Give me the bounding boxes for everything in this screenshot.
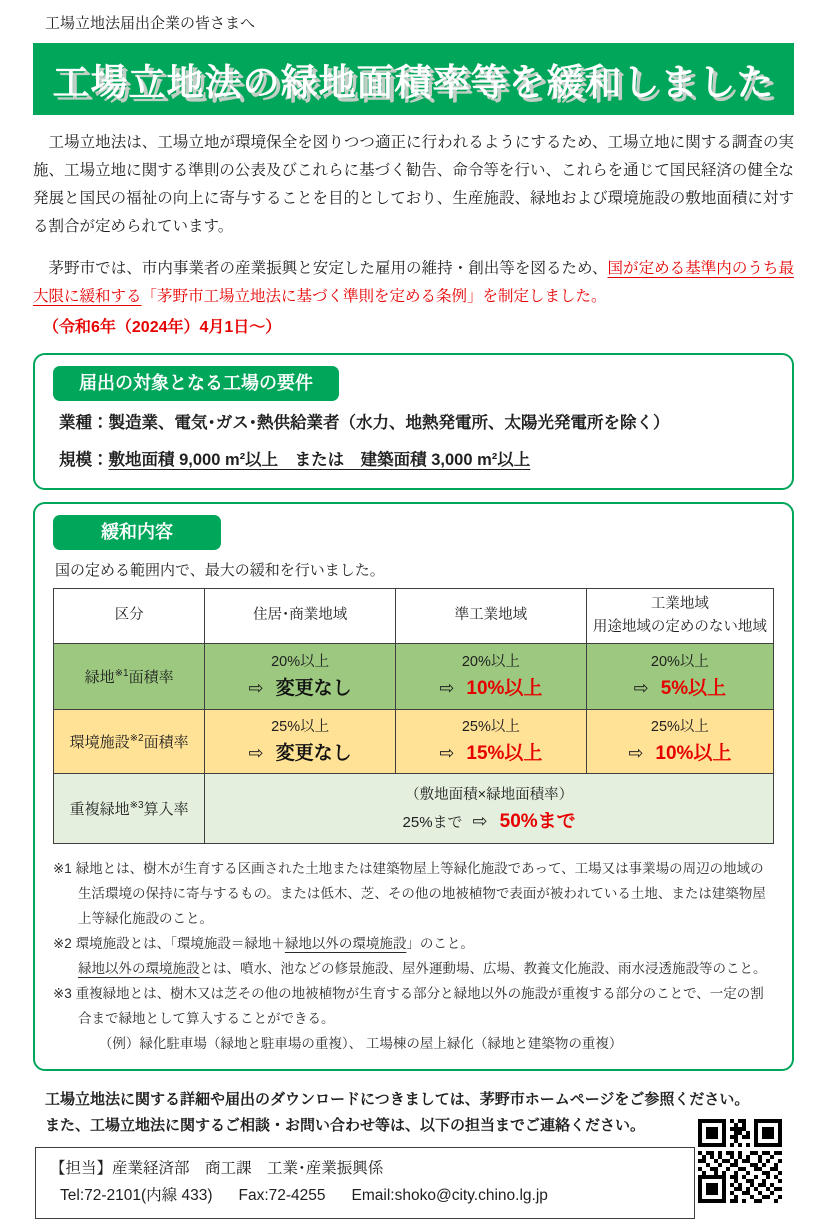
row-label-text: 緑地 [84, 669, 115, 686]
contact-details [50, 1182, 680, 1209]
industry-line [53, 408, 774, 438]
value-before: 25%以上 [461, 719, 520, 736]
value-before: 20%以上 [271, 654, 330, 671]
scale-line [53, 445, 774, 475]
footnote-mark: ※1 [53, 861, 76, 876]
value-change [205, 743, 395, 766]
right-arrow-icon: ⇨ [633, 677, 649, 698]
col-header-industrial [586, 589, 773, 644]
right-arrow-icon: ⇨ [248, 742, 264, 763]
table-row-environment-facility [54, 710, 774, 774]
law-intro-paragraph: 工場立地法は、工場立地が環境保全を図りつつ適正に行われるようにするため、工場立地に関する調査の実施、工場立地に関する準則の公表及びこれらに基づく勧告、命令等を行い、これらを通じて国民経済の健全な発展と国民の福祉の向上に寄与することを目的としており、生産施設、緑地および環境施設の敷地面積に対する割合が定められています。 [33, 134, 794, 235]
requirements-box [33, 353, 794, 490]
table-row-overlap-green [54, 774, 774, 844]
col-header-semi-industrial: 準工業地域 [395, 589, 586, 644]
overlap-formula: （敷地面積×緑地面積率） [405, 787, 574, 804]
value-change [587, 678, 773, 701]
value-after: 10%以上 [655, 742, 732, 764]
value-change [205, 811, 773, 834]
footnote-1 [53, 856, 774, 931]
footnote-text: 環境施設とは、「環境施設＝緑地＋ [75, 936, 285, 951]
table-row-green-area [54, 644, 774, 710]
value-after: 5%以上 [660, 677, 727, 699]
row-label-text: 環境施設 [69, 734, 130, 751]
contact-department: 【担当】産業経済部 商工課 工業･産業振興係 [50, 1160, 384, 1177]
industry-value: 製造業、電気･ガス･熱供給業者（水力、地熱発電所、太陽光発電所を除く） [108, 414, 670, 432]
contact-box [35, 1147, 695, 1219]
relaxation-table [53, 588, 774, 844]
city-paragraph-ordinance: 「茅野市工場立地法に基づく準則を定める条例」を制定しました。 [141, 288, 607, 305]
relaxation-box-title: 緩和内容 [53, 515, 221, 550]
footnote-mark: ※2 [53, 936, 76, 951]
value-after: 変更なし [275, 742, 352, 764]
audience-line: 工場立地法届出企業の皆さまへ [45, 15, 256, 32]
value-before: 25%以上 [271, 719, 330, 736]
footnote-underlined-term: 緑地以外の環境施設 [284, 936, 407, 951]
city-paragraph-lead: 茅野市では、市内事業者の産業振興と安定した雇用の維持・創出等を図るため、 [33, 260, 608, 277]
footnotes [53, 856, 774, 1056]
footnote-text: 緑地とは、樹木が生育する区画された土地または建築物屋上等緑化施設であって、工場又は事業場の周辺の地域の生活環境の保持に寄与するもの。または低木、芝、その他の地被植物で表面が被われている土地、または建築物屋上等緑化施設のこと。 [75, 861, 766, 926]
city-paragraph [33, 255, 794, 311]
footnote-text: とは、噴水、池などの修景施設、屋外運動場、広場、教養文化施設、雨水浸透施設等のこと。 [199, 961, 767, 976]
cell-green-residential [205, 644, 396, 710]
footnote-underlined-term: 緑地以外の環境施設 [77, 961, 200, 976]
right-arrow-icon: ⇨ [628, 742, 644, 763]
footer-line-2: また、工場立地法に関するご相談・お問い合わせ等は、以下の担当までご連絡ください。 [45, 1117, 646, 1134]
row-label-text: 面積率 [128, 669, 174, 686]
cell-env-residential [205, 710, 396, 774]
cell-env-industrial [586, 710, 773, 774]
row-label-text: 重複緑地 [69, 801, 130, 818]
footnote-3 [53, 981, 774, 1031]
row-label-footnote-mark: ※2 [129, 733, 144, 744]
col-header-industrial-line1: 工業地域 [650, 595, 709, 612]
right-arrow-icon: ⇨ [472, 810, 488, 831]
table-header-row [54, 589, 774, 644]
scale-value: 敷地面積 9,000 m²以上 または 建築面積 3,000 m²以上 [108, 451, 531, 469]
footnote-text: 」のこと。 [406, 936, 474, 951]
col-header-category: 区分 [54, 589, 205, 644]
footer-line-1: 工場立地法に関する詳細や届出のダウンロードにつきましては、茅野市ホームページをご参照ください。 [45, 1091, 750, 1108]
cell-overlap-merged [205, 774, 774, 844]
row-label-green-area [54, 644, 205, 710]
right-arrow-icon: ⇨ [248, 677, 264, 698]
col-header-industrial-line2: 用途地域の定めのない地域 [592, 619, 767, 635]
value-before: 20%以上 [650, 654, 709, 671]
relaxation-intro: 国の定める範囲内で、最大の緩和を行いました。 [55, 562, 385, 579]
footnote-2 [53, 931, 774, 956]
value-before: 25%以上 [650, 719, 709, 736]
value-after: 15%以上 [466, 742, 543, 764]
value-after: 10%以上 [466, 677, 543, 699]
page-title: 工場立地法の緑地面積率等を緩和しました [52, 62, 775, 103]
requirements-box-title: 届出の対象となる工場の要件 [53, 366, 339, 401]
contact-email: Email:shoko@city.chino.lg.jp [351, 1187, 548, 1204]
contact-tel: Tel:72-2101(内線 433) [60, 1187, 213, 1204]
cell-green-industrial [586, 644, 773, 710]
relaxation-box [33, 502, 794, 1071]
value-change [396, 743, 586, 766]
value-before: 25%まで [402, 813, 463, 831]
col-header-residential-commercial: 住居･商業地域 [205, 589, 396, 644]
scale-label: 規模： [59, 451, 109, 469]
footer [33, 1087, 794, 1219]
footnote-text: 重複緑地とは、樹木又は芝その他の地被植物が生育する部分と緑地以外の施設が重複する部分のことで、一定の割合まで緑地として算入することができる。 [75, 986, 764, 1026]
footnote-mark: ※3 [53, 986, 76, 1001]
row-label-footnote-mark: ※3 [129, 800, 144, 811]
right-arrow-icon: ⇨ [439, 677, 455, 698]
row-label-environment-facility [54, 710, 205, 774]
qr-code [698, 1119, 782, 1203]
row-label-overlap-green [54, 774, 205, 844]
value-after: 50%まで [499, 810, 576, 832]
cell-green-semi-industrial [395, 644, 586, 710]
value-change [205, 678, 395, 701]
row-label-footnote-mark: ※1 [114, 668, 129, 679]
contact-fax: Fax:72-4255 [238, 1187, 326, 1204]
value-after: 変更なし [275, 677, 352, 699]
industry-label: 業種： [59, 414, 109, 432]
value-change [587, 743, 773, 766]
city-paragraph-highlight: 国が定める基準内のうち最大限に緩和する [33, 260, 794, 305]
row-label-text: 面積率 [143, 734, 189, 751]
row-label-text: 算入率 [143, 801, 189, 818]
footnote-2-continued [53, 956, 774, 981]
value-before: 20%以上 [461, 654, 520, 671]
title-banner [33, 43, 794, 115]
value-change [396, 678, 586, 701]
cell-env-semi-industrial [395, 710, 586, 774]
effective-date: （令和6年（2024年）4月1日～） [43, 319, 282, 336]
footnote-3-example: （例）緑化駐車場（緑地と駐車場の重複）、 工場棟の屋上緑化（緑地と建築物の重複） [98, 1036, 623, 1051]
right-arrow-icon: ⇨ [439, 742, 455, 763]
